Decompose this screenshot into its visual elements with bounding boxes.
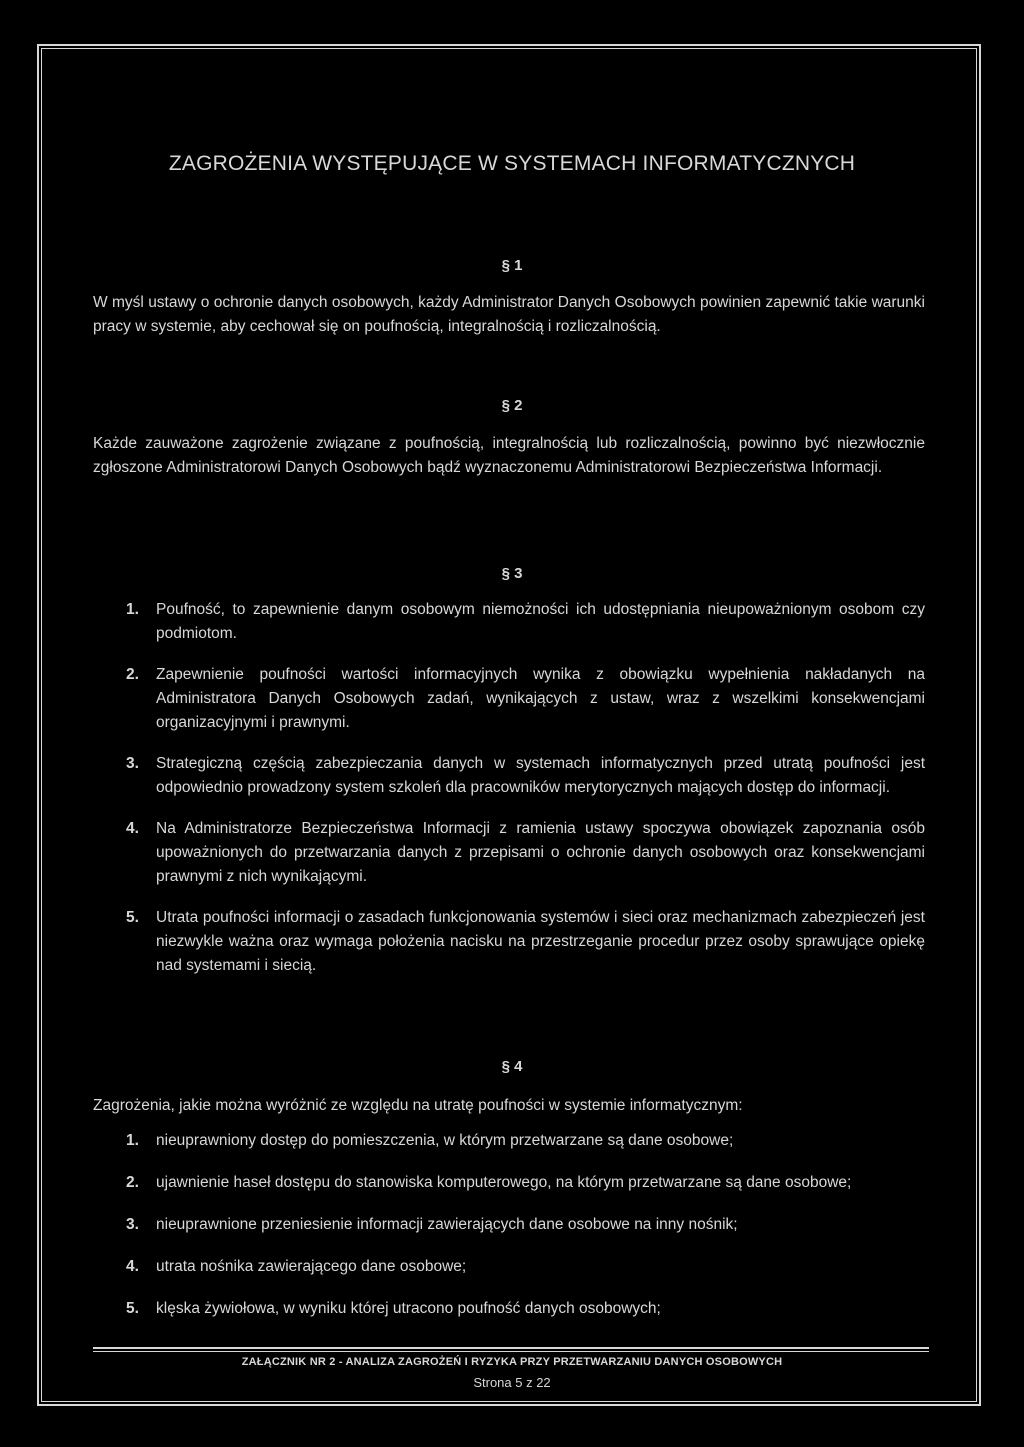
- list-item: [93, 1171, 925, 1195]
- list-item-text: nieuprawnione przeniesienie informacji zawierających dane osobowe na inny nośnik;: [156, 1216, 738, 1233]
- list-item-text: Strategiczną częścią zabezpieczania danych w systemach informatycznych przed utratą poufności jest odpowiednio prowadzony system szkoleń dla pracowników merytorycznych mających dostęp do informacji.: [156, 755, 925, 796]
- list-item-number: 3.: [126, 1216, 139, 1233]
- list-item-text: Zapewnienie poufności wartości informacyjnych wynika z obowiązku wypełnienia nakładanych na Administratora Danych Osobowych zadań, wynikających z ustaw, wraz z wszelkimi konsekwencjami organizacyjnymi i prawnymi.: [156, 666, 925, 731]
- list-item: [93, 906, 925, 978]
- section-3-heading: § 3: [501, 565, 523, 582]
- list-item: [93, 1297, 925, 1321]
- list-item-text: klęska żywiołowa, w wyniku której utracono poufność danych osobowych;: [156, 1300, 661, 1317]
- page-number: Strona 5 z 22: [473, 1375, 551, 1390]
- list-item-number: 4.: [126, 1258, 139, 1275]
- list-item: [93, 752, 925, 800]
- section-1-heading: § 1: [501, 257, 523, 274]
- list-item: [93, 1129, 925, 1153]
- section-2-text: Każde zauważone zagrożenie związane z poufnością, integralnością lub rozliczalnością, powinno być niezwłocznie zgłoszone Administratorowi Danych Osobowych bądź wyznaczonemu Administratorowi Bezpieczeństwa Informacji.: [93, 435, 925, 476]
- list-item-number: 4.: [126, 820, 139, 837]
- footer-divider: [93, 1347, 929, 1349]
- section-2-heading: § 2: [501, 397, 523, 414]
- list-item: [93, 1255, 925, 1279]
- section-4-list: [93, 1129, 925, 1321]
- list-item-text: Poufność, to zapewnienie danym osobowym niemożności ich udostępniania nieupoważnionym osobom czy podmiotom.: [156, 601, 925, 642]
- list-item-text: nieuprawniony dostęp do pomieszczenia, w którym przetwarzane są dane osobowe;: [156, 1132, 734, 1149]
- list-item-text: Utrata poufności informacji o zasadach funkcjonowania systemów i sieci oraz mechanizmach zabezpieczeń jest niezwykle ważna oraz wymaga położenia nacisku na przestrzeganie procedur przez osoby sprawujące opiekę nad systemami i siecią.: [156, 909, 925, 974]
- document-title: ZAGROŻENIA WYSTĘPUJĄCE W SYSTEMACH INFORMATYCZNYCH: [168, 152, 856, 175]
- list-item: [93, 598, 925, 646]
- list-item-text: utrata nośnika zawierającego dane osobowe;: [156, 1258, 467, 1275]
- list-item-number: 2.: [126, 666, 139, 683]
- list-item-number: 5.: [126, 909, 139, 926]
- list-item-number: 2.: [126, 1174, 139, 1191]
- list-item-number: 1.: [126, 1132, 139, 1149]
- list-item-text: ujawnienie haseł dostępu do stanowiska komputerowego, na którym przetwarzane są dane osobowe;: [156, 1174, 852, 1191]
- list-item-number: 5.: [126, 1300, 139, 1317]
- list-item-number: 3.: [126, 755, 139, 772]
- section-4-heading: § 4: [501, 1058, 523, 1075]
- list-item: [93, 663, 925, 735]
- list-item-number: 1.: [126, 601, 139, 618]
- section-4-intro: Zagrożenia, jakie można wyróżnić ze względu na utratę poufności w systemie informatycznym:: [93, 1097, 743, 1114]
- list-item: [93, 1213, 925, 1237]
- list-item: [93, 817, 925, 889]
- section-3-list: [93, 598, 925, 978]
- section-1-text: W myśl ustawy o ochronie danych osobowych, każdy Administrator Danych Osobowych powinien zapewnić takie warunki pracy w systemie, aby cechował się on poufnością, integralnością i rozliczalnością.: [93, 294, 925, 335]
- list-item-text: Na Administratorze Bezpieczeństwa Informacji z ramienia ustawy spoczywa obowiązek zapoznania osób upoważnionych do przetwarzania danych z przepisami o ochronie danych osobowych oraz konsekwencjami prawnymi z nich wynikającymi.: [156, 820, 925, 885]
- footer-divider-thin: [93, 1351, 929, 1352]
- footer-title: ZAŁĄCZNIK NR 2 - ANALIZA ZAGROŻEŃ I RYZYKA PRZY PRZETWARZANIU DANYCH OSOBOWYCH: [241, 1356, 783, 1368]
